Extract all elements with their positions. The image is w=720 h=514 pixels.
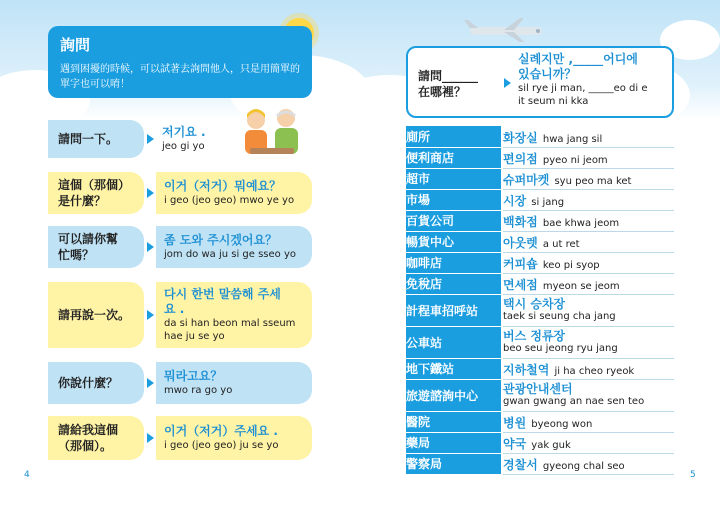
table-row: 醫院 병원 byeong won xyxy=(406,411,674,432)
arrow-icon xyxy=(147,242,154,252)
section-intro: 遇到困擾的時候，可以試著去詢問他人，只是用簡單的單字也可以唷！ xyxy=(60,64,300,90)
intro-card xyxy=(48,26,312,98)
page-number-left: 4 xyxy=(24,470,30,480)
phrase-chinese: 這個（那個） 是什麼？ xyxy=(48,172,144,214)
page-number-right: 5 xyxy=(690,470,696,480)
phrase-row xyxy=(48,362,312,404)
phrase-chinese: 請給我這個 （那個）。 xyxy=(48,416,144,460)
phrase-chinese: 請再說一次。 xyxy=(48,282,144,348)
section-title: 詢問 xyxy=(60,36,91,54)
table-row: 咖啡店 커피숍 keo pi syop xyxy=(406,252,674,273)
pattern-korean: 실례지만 ,_____어디에 있습니까？ sil rye ji man, _____eo di e it seum ni kka xyxy=(518,52,648,107)
arrow-icon xyxy=(147,134,154,144)
table-row: 警察局 경찰서 gyeong chal seo xyxy=(406,453,674,474)
table-row: 超市 슈퍼마켓 syu peo ma ket xyxy=(406,168,674,189)
phrase-korean: 다시 한번 말씀해 주세 요 . da si han beon mal sseum hae ju se yo xyxy=(156,282,312,348)
phrase-chinese: 請問一下。 xyxy=(48,120,144,158)
table-row: 計程車招呼站 택시 승차장 taek si seung cha jang xyxy=(406,294,674,326)
table-row: 便利商店 편의점 pyeo ni jeom xyxy=(406,147,674,168)
table-row: 藥局 약국 yak guk xyxy=(406,432,674,453)
table-row: 市場 시장 si jang xyxy=(406,189,674,210)
arrow-icon xyxy=(147,433,154,443)
places-table xyxy=(406,126,674,475)
phrase-row xyxy=(48,416,312,460)
question-pattern-box xyxy=(406,46,674,118)
arrow-icon xyxy=(147,310,154,320)
table-row: 百貨公司 백화점 bae khwa jeom xyxy=(406,210,674,231)
phrase-korean: 좀 도와 주시겠어요？ jom do wa ju si ge sseo yo xyxy=(156,226,312,268)
phrase-korean: 이거（저거）뭐예요？ i geo (jeo geo) mwo ye yo xyxy=(156,172,312,214)
table-row: 旅遊諮詢中心 관광안내센터 gwan gwang an nae sen teo xyxy=(406,379,674,411)
arrow-icon xyxy=(147,188,154,198)
table-row: 地下鐵站 지하철역 ji ha cheo ryeok xyxy=(406,358,674,379)
table-row: 免稅店 면세점 myeon se jeom xyxy=(406,273,674,294)
table-row: 公車站 버스 정류장 beo seu jeong ryu jang xyxy=(406,326,674,358)
phrase-korean: 저기요 . jeo gi yo xyxy=(162,125,206,152)
phrase-row xyxy=(48,282,312,348)
pattern-chinese: 請問______ 在哪裡？ xyxy=(418,69,479,99)
phrase-row xyxy=(48,226,312,268)
phrase-chinese: 你說什麼？ xyxy=(48,362,144,404)
phrase-row xyxy=(48,120,312,158)
phrase-row xyxy=(48,172,312,214)
table-row: 廁所 화장실 hwa jang sil xyxy=(406,126,674,147)
table-row: 暢貨中心 아웃렛 a ut ret xyxy=(406,231,674,252)
phrase-chinese: 可以請你幫 忙嗎？ xyxy=(48,226,144,268)
arrow-icon xyxy=(504,78,511,88)
airplane-icon xyxy=(464,18,554,42)
phrase-korean: 이거（저거）주세요 . i geo (jeo geo) ju se yo xyxy=(156,416,312,460)
phrase-korean: 뭐라고요？ mwo ra go yo xyxy=(156,362,312,404)
arrow-icon xyxy=(147,378,154,388)
